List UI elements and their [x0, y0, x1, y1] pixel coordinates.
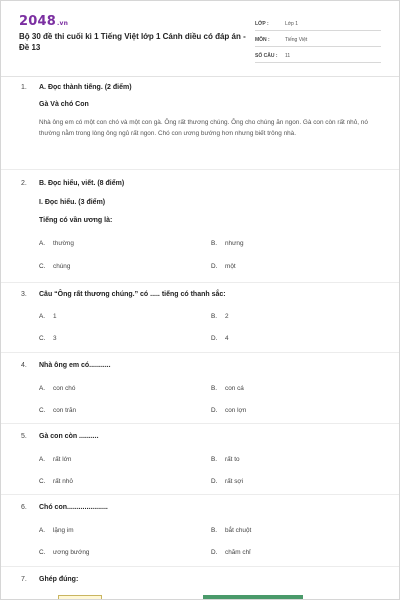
meta-value: Lớp 1 [285, 21, 299, 27]
divider [1, 566, 400, 567]
passage-title: Gà Và chó Con [39, 101, 89, 108]
reading-passage: Nhà ông em có một con chó và một con gà. Ông rất thương chúng. Ông cho chúng ăn ngon. Gà con còn rất nhỏ, nó thường nằm trong lòng ông ngủ rất ngon. Chó con ương bướng hơn nhưng biết trông nhà. [39, 119, 368, 137]
answer-option[interactable]: C. rất nhỏ [39, 478, 73, 485]
answer-option[interactable]: A. 1 [39, 313, 57, 320]
question-title: Câu “Ông rất thương chúng.” có ..... tiếng có thanh sắc: [39, 291, 226, 298]
question-title: Chó con..................... [39, 504, 108, 511]
meta-row-subject [255, 31, 381, 47]
question-number: 7. [21, 576, 27, 583]
question-number: 4. [21, 362, 27, 369]
question-title: Nhà ông em có........... [39, 362, 111, 369]
divider [1, 282, 400, 283]
section-subtitle: I. Đọc hiểu. (3 điểm) [39, 199, 106, 206]
answer-option[interactable]: C. ương bướng [39, 549, 90, 556]
answer-option[interactable]: B. 2 [211, 313, 229, 320]
answer-option[interactable]: B. bắt chuột [211, 527, 252, 534]
answer-option[interactable]: D. 4 [211, 335, 229, 342]
answer-option[interactable]: D. một [211, 263, 236, 270]
meta-value: 11 [285, 53, 291, 59]
meta-label: LỚP : [255, 21, 269, 27]
answer-option[interactable]: C. con trăn [39, 407, 77, 414]
divider [1, 494, 400, 495]
worksheet-header [1, 1, 400, 75]
answer-option[interactable]: D. rất sợi [211, 478, 244, 485]
answer-option[interactable]: D. con lợn [211, 407, 247, 414]
answer-option[interactable]: A. rất lớn [39, 456, 72, 463]
divider [1, 169, 400, 170]
site-logo[interactable]: 2048.vn [19, 14, 69, 29]
question-number: 6. [21, 504, 27, 511]
meta-label: MÔN : [255, 37, 270, 43]
answer-option[interactable]: A. lặng im [39, 527, 74, 534]
question-title: B. Đọc hiểu, viết. (8 điểm) [39, 180, 125, 187]
question-title: Gà con còn .......... [39, 433, 99, 440]
worksheet-title: Bộ 30 đề thi cuối kì 1 Tiếng Việt lớp 1 Cánh diều có đáp án - Đề 13 [19, 32, 246, 52]
answer-option[interactable]: B. rất to [211, 456, 240, 463]
answer-option[interactable]: B. nhưng [211, 240, 244, 247]
meta-row-grade [255, 15, 381, 31]
header-divider [1, 76, 400, 77]
meta-label: SỐ CÂU : [255, 53, 278, 59]
answer-option[interactable]: A. thường [39, 240, 74, 247]
question-number: 1. [21, 84, 27, 91]
answer-option[interactable]: C. 3 [39, 335, 57, 342]
answer-option[interactable]: A. con chó [39, 385, 76, 392]
answer-option[interactable]: D. chăm chỉ [211, 549, 251, 556]
question-title: A. Đọc thành tiếng. (2 điểm) [39, 84, 132, 91]
answer-option[interactable]: C. chúng [39, 263, 71, 270]
question-title: Ghép đúng: [39, 576, 79, 583]
divider [1, 352, 400, 353]
question-number: 2. [21, 180, 27, 187]
question-number: 3. [21, 291, 27, 298]
question-number: 5. [21, 433, 27, 440]
meta-row-count [255, 47, 381, 63]
worksheet-meta [255, 15, 381, 63]
matching-image-right [203, 595, 303, 600]
answer-option[interactable]: B. con cá [211, 385, 244, 392]
matching-image-left [58, 595, 102, 600]
meta-value: Tiếng Việt [285, 37, 308, 43]
divider [1, 423, 400, 424]
question-prompt: Tiếng có vần ương là: [39, 217, 113, 224]
